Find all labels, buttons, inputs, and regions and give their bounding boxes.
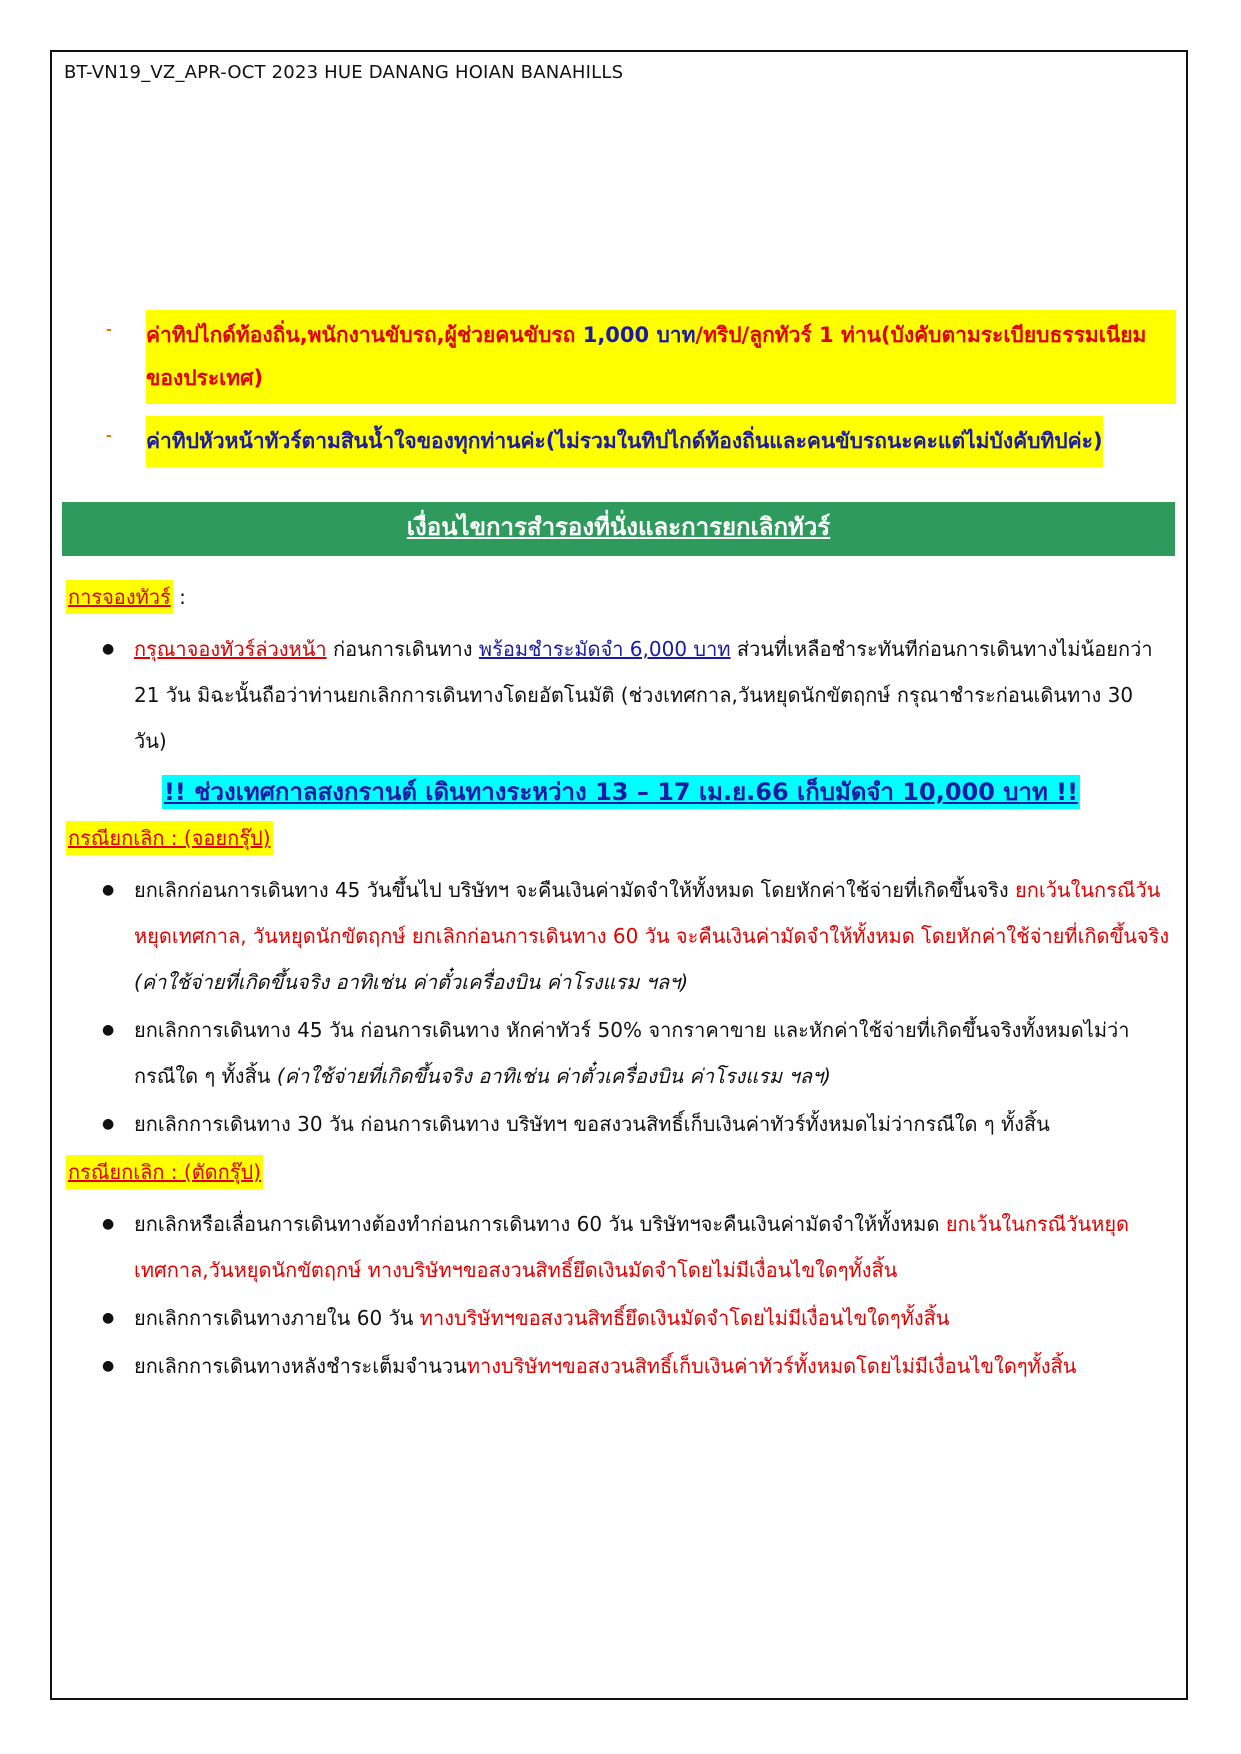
dash-marker: -	[106, 428, 112, 444]
tip-guide-driver	[106, 310, 1176, 404]
conditions-banner: เงื่อนไขการสำรองที่นั่งและการยกเลิกทัวร์	[62, 502, 1175, 556]
cancel-join-heading-row	[66, 821, 1176, 855]
tip-guide-text: ค่าทิปไกด์ท้องถิ่น,พนักงานขับรถ,ผู้ช่วยคนขับรถ 1,000 บาท/ทริป/ลูกทัวร์ 1 ท่าน(บังคับตามระเบียบธรรมเนียมของประเทศ)	[146, 310, 1176, 404]
cancel-join-list	[66, 867, 1176, 1147]
cancel-private-list	[66, 1201, 1176, 1389]
list-item: ● ยกเลิกการเดินทางภายใน 60 วัน ทางบริษัทฯขอสงวนสิทธิ์ยึดเงินมัดจำโดยไม่มีเงื่อนไขใดๆทั้งสิ้น	[66, 1295, 1176, 1341]
tip-leader-text: ค่าทิปหัวหน้าทัวร์ตามสินน้ำใจของทุกท่านค่ะ(ไม่รวมในทิปไกด์ท้องถิ่นและคนขับรถนะคะแต่ไม่บังคับทิปค่ะ)	[146, 416, 1103, 467]
booking-heading: การจองทัวร์	[66, 580, 173, 614]
cancel-join-heading: กรณียกเลิก : (จอยกรุ๊ป)	[66, 821, 273, 855]
booking-list	[66, 626, 1176, 764]
tip-tour-leader	[106, 416, 1176, 467]
list-item: ● ยกเลิกก่อนการเดินทาง 45 วันขึ้นไป บริษัทฯ จะคืนเงินค่ามัดจำให้ทั้งหมด โดยหักค่าใช้จ่ายที่เกิดขึ้นจริง ยกเว้นในกรณีวันหยุดเทศกาล, วันหยุดนักขัตฤกษ์ ยกเลิกก่อนการเดินทาง 60 วัน จะคืนเงินค่ามัดจำให้ทั้งหมด โดยหักค่าใช้จ่ายที่เกิดขึ้นจริง (ค่าใช้จ่ายที่เกิดขึ้นจริง อาทิเช่น ค่าตั๋วเครื่องบิน ค่าโรงแรม ฯลฯ)	[66, 867, 1176, 1005]
list-item: ● กรุณาจองทัวร์ล่วงหน้า ก่อนการเดินทาง พร้อมชำระมัดจำ 6,000 บาท ส่วนที่เหลือชำระทันทีก่อนการเดินทางไม่น้อยกว่า 21 วัน มิฉะนั้นถือว่าท่านยกเลิกการเดินทางโดยอัตโนมัติ (ช่วงเทศกาล,วันหยุดนักขัตฤกษ์ กรุณาชำระก่อนเดินทาง 30 วัน)	[66, 626, 1176, 764]
list-item: ● ยกเลิกหรือเลื่อนการเดินทางต้องทำก่อนการเดินทาง 60 วัน บริษัทฯจะคืนเงินค่ามัดจำให้ทั้งหมด ยกเว้นในกรณีวันหยุดเทศกาล,วันหยุดนักขัตฤกษ์ ทางบริษัทฯขอสงวนสิทธิ์ยึดเงินมัดจำโดยไม่มีเงื่อนไขใดๆทั้งสิ้น	[66, 1201, 1176, 1293]
cancel-private-heading-row	[66, 1155, 1176, 1189]
songkran-promo: !! ช่วงเทศกาลสงกรานต์ เดินทางระหว่าง 13 – 17 เม.ย.66 เก็บมัดจำ 10,000 บาท !!	[66, 772, 1176, 811]
list-item: ● ยกเลิกการเดินทาง 45 วัน ก่อนการเดินทาง หักค่าทัวร์ 50% จากราคาขาย และหักค่าใช้จ่ายที่เกิดขึ้นจริงทั้งหมดไม่ว่ากรณีใด ๆ ทั้งสิ้น (ค่าใช้จ่ายที่เกิดขึ้นจริง อาทิเช่น ค่าตั๋วเครื่องบิน ค่าโรงแรม ฯลฯ)	[66, 1007, 1176, 1099]
tips-section	[106, 310, 1176, 479]
list-item: ● ยกเลิกการเดินทาง 30 วัน ก่อนการเดินทาง บริษัทฯ ขอสงวนสิทธิ์เก็บเงินค่าทัวร์ทั้งหมดไม่ว่ากรณีใด ๆ ทั้งสิ้น	[66, 1101, 1176, 1147]
list-item: ● ยกเลิกการเดินทางหลังชำระเต็มจำนวนทางบริษัทฯขอสงวนสิทธิ์เก็บเงินค่าทัวร์ทั้งหมดโดยไม่มีเงื่อนไขใดๆทั้งสิ้น	[66, 1343, 1176, 1389]
dash-marker: -	[106, 322, 112, 338]
cancel-private-heading: กรณียกเลิก : (ตัดกรุ๊ป)	[66, 1155, 263, 1189]
tour-code-header: BT-VN19_VZ_APR-OCT 2023 HUE DANANG HOIAN BANAHILLS	[64, 62, 624, 83]
booking-heading-row: การจองทัวร์ :	[66, 580, 1176, 614]
conditions-content	[66, 580, 1176, 1397]
